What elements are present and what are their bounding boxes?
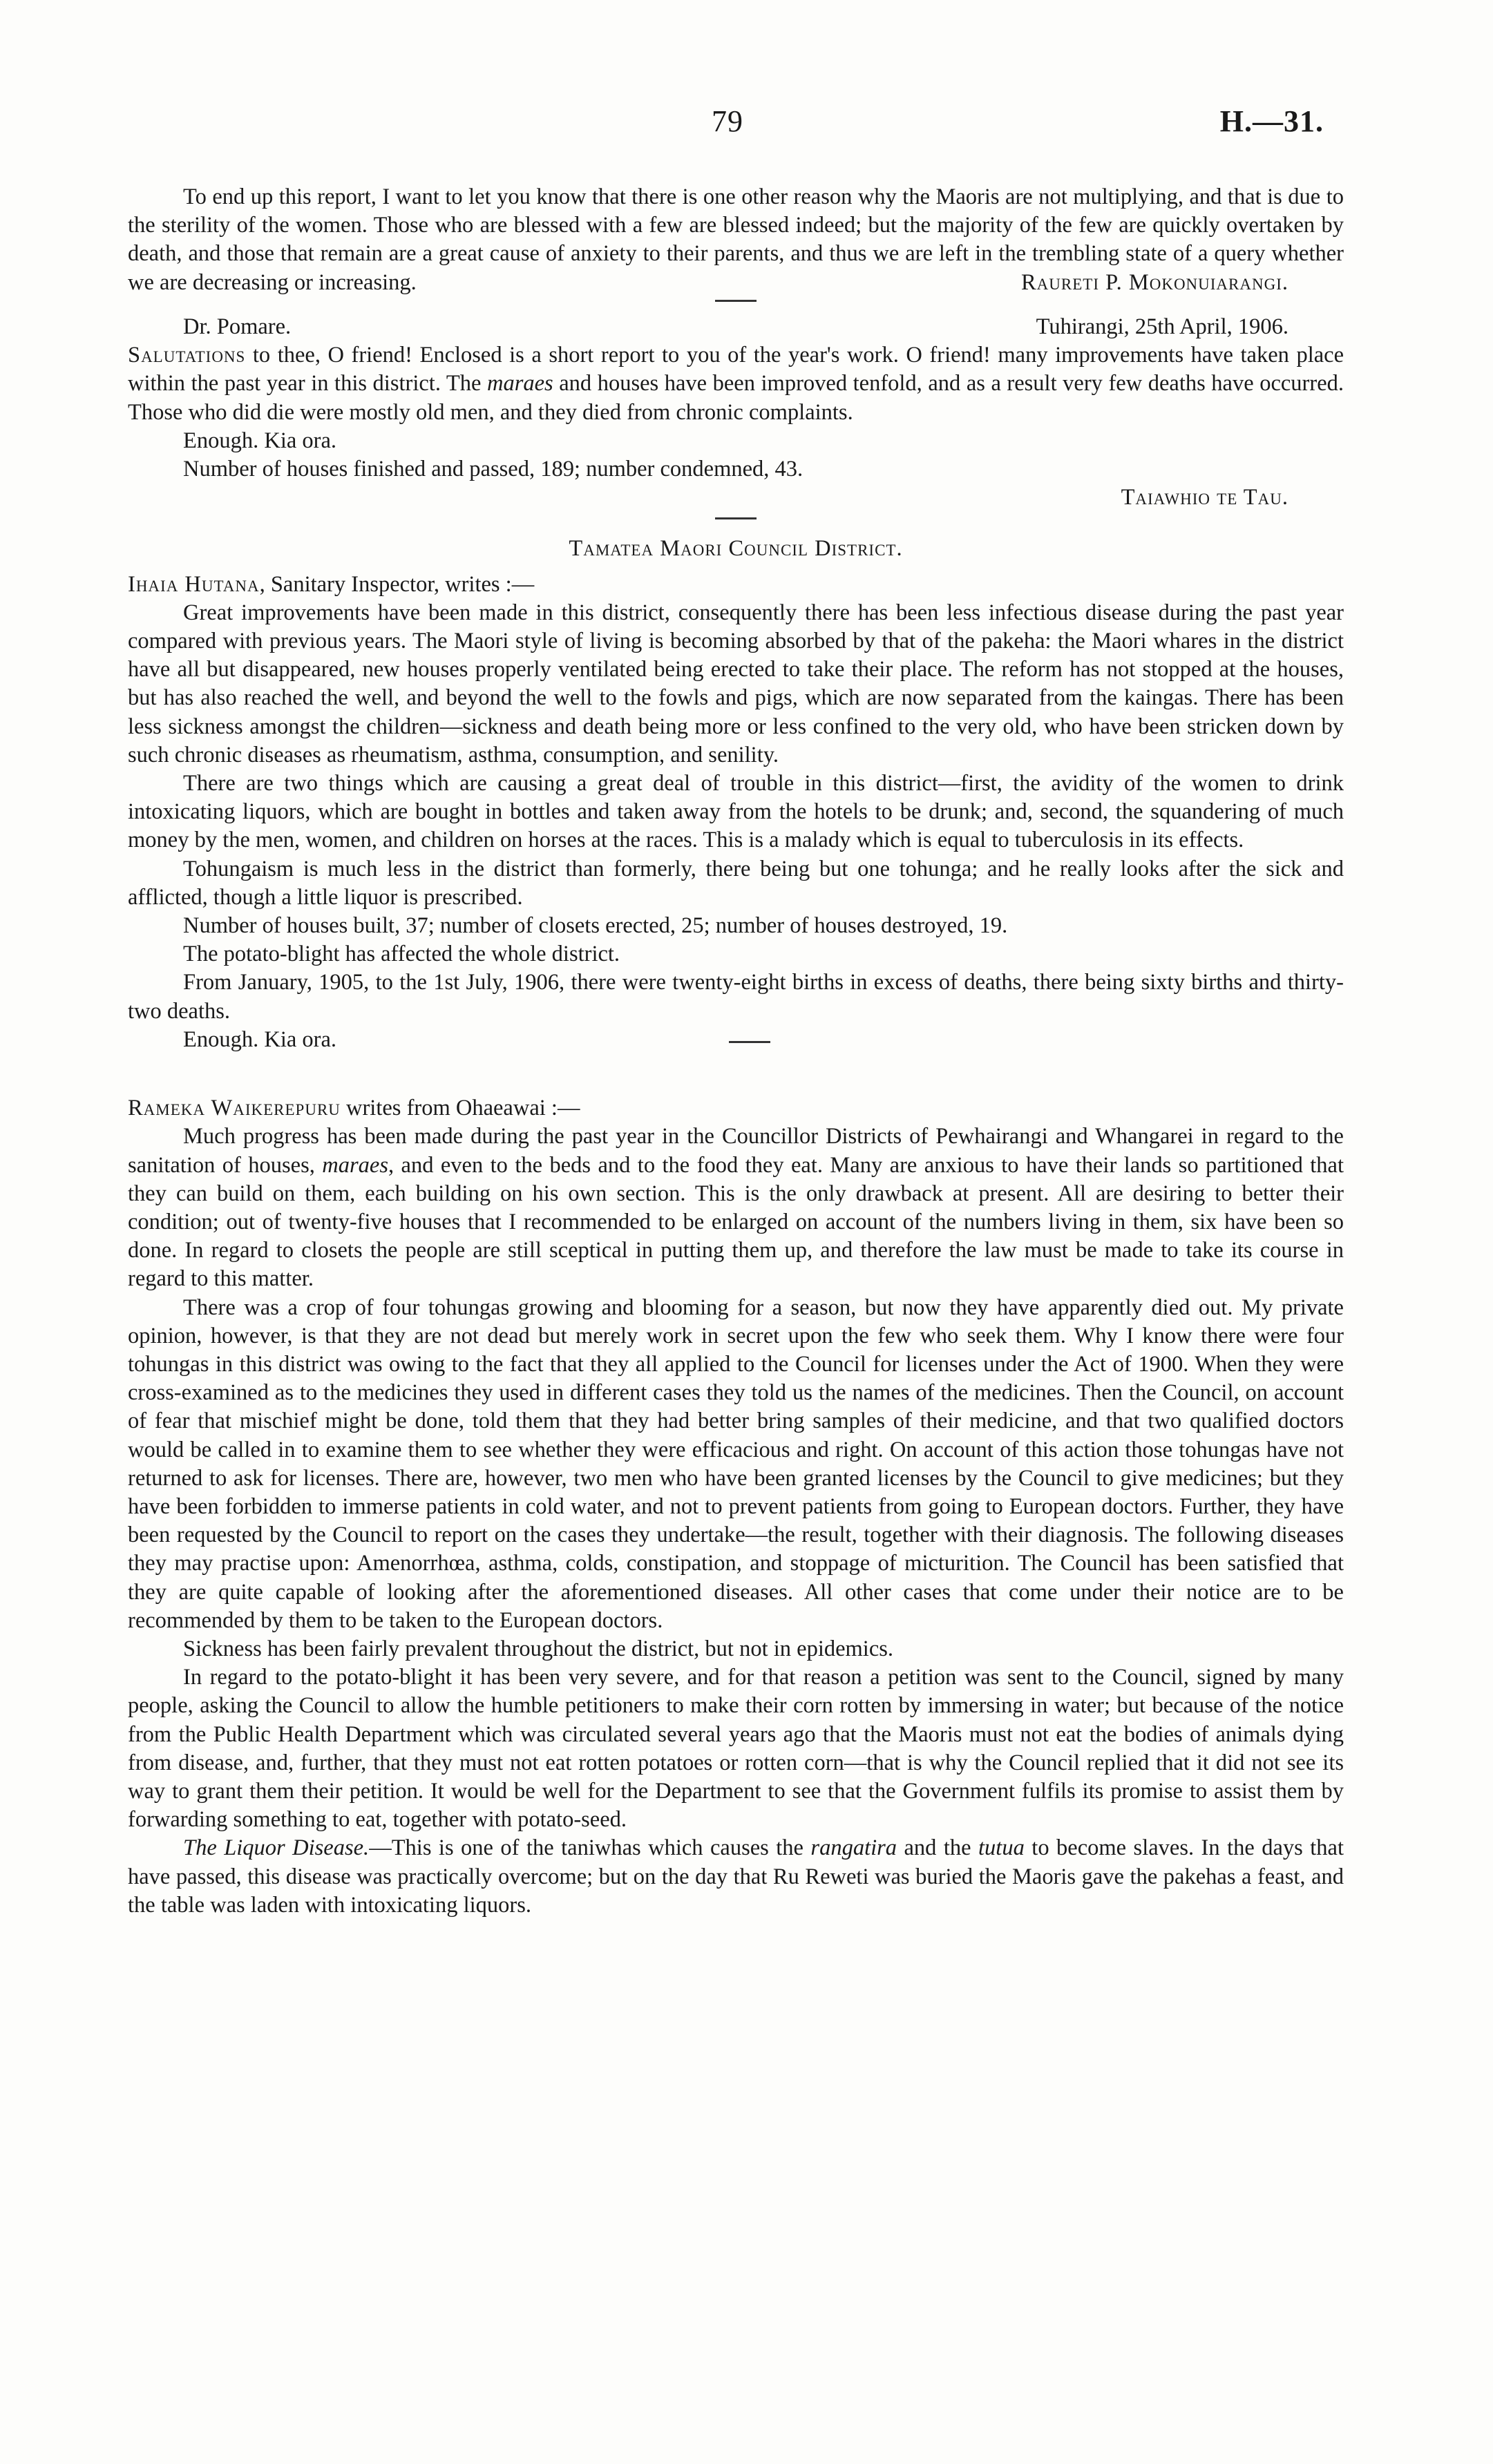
tamatea-paragraph: Number of houses built, 37; number of closets erected, 25; number of houses destroyed, 19. bbox=[183, 913, 1008, 939]
report-signature: Raureti P. Mokonuiarangi. bbox=[1020, 269, 1288, 295]
section-divider bbox=[729, 1041, 770, 1043]
tamatea-closing: Enough. Kia ora. bbox=[183, 1026, 337, 1052]
letter-place-date: Tuhirangi, 25th April, 1906. bbox=[1036, 314, 1288, 340]
rameka-paragraph: Sickness has been fairly prevalent throughout the district, but not in epidemics. bbox=[183, 1636, 894, 1661]
rameka-paragraph: In regard to the potato-blight it has been very severe, and for that reason a petition was sent to the Council, signed by many people, asking the Council to allow the humble petitioners to make their corn rotten by immersing in water; but because of the notice from the Public Health Department which was circulated several years ago that the Maoris must not eat the bodies of animals dying from disease, and, further, that they must not eat rotten potatoes or rotten corn—that is why the Council replied that it did not see its way to grant them their petition. It would be well for the Department to see that the Government fulfils its promise to assist them by forwarding something to eat, together with potato-seed. bbox=[128, 1665, 1344, 1833]
liquor-disease-title: The Liquor Disease. bbox=[183, 1835, 370, 1861]
letter-opening-word: Salutations bbox=[128, 343, 246, 368]
letter-closing: Enough. Kia ora. bbox=[183, 428, 337, 453]
rameka-paragraph: Much progress has been made during the past year in the Councillor Districts of Pewhairangi and Whangarei in regard to the sanitation of houses, maraes, and even to the beds and to the food they eat. Many are anxious to have their lands so partitioned that they can build on them, each building on his own section. This is the only drawback at present. All are desiring to better their condition; out of twenty-five houses that I recommended to be enlarged on account of the numbers living in them, six have been so done. In regard to closets the people are still sceptical in putting them up, and therefore the law must be made to take its course in regard to this matter. bbox=[128, 1124, 1344, 1292]
tamatea-author: Ihaia Hutana bbox=[128, 571, 260, 597]
tamatea-paragraph: Tohungaism is much less in the district than formerly, there being but one tohunga; and he really looks after the sick and afflicted, though a little liquor is prescribed. bbox=[128, 856, 1344, 910]
rameka-author: Rameka Waikerepuru bbox=[128, 1096, 341, 1121]
section-heading: Tamatea Maori Council District. bbox=[569, 536, 903, 562]
rameka-paragraph: The Liquor Disease.—This is one of the taniwhas which causes the rangatira and the tutua to become slaves. In the days that have passed, this disease was practically overcome; but on the day that Ru Reweti was buried the Maoris gave the pakehas a feast, and the table was laden with intoxicating liquors. bbox=[128, 1835, 1344, 1918]
rameka-author-line: Rameka Waikerepuru writes from Ohaeawai :— bbox=[128, 1096, 580, 1121]
letter-signature: Taiawhio te Tau. bbox=[1121, 485, 1288, 510]
report-closing-paragraph: To end up this report, I want to let you know that there is one other reason why the Maoris are not multiplying, and that is due to the sterility of the women. Those who are blessed with a few are blessed indeed; but the majority of the few are quickly overtaken by death, and those that remain are a great cause of anxiety to their parents, and thus we are left in the trembling state of a query whether we are decreasing or increasing. bbox=[128, 184, 1344, 295]
letter-houses-count: Number of houses finished and passed, 189; number condemned, 43. bbox=[183, 457, 803, 482]
tamatea-paragraph: From January, 1905, to the 1st July, 1906, there were twenty-eight births in excess of deaths, there being sixty births and thirty-two deaths. bbox=[128, 970, 1344, 1024]
document-reference: H.—31. bbox=[1219, 104, 1324, 138]
tamatea-paragraph: The potato-blight has affected the whole district. bbox=[183, 942, 620, 967]
section-divider bbox=[715, 517, 757, 519]
letter-body: Salutations to thee, O friend! Enclosed is a short report to you of the year's work. O friend! many improvements have taken place within the past year in this district. The maraes and houses have been improved tenfold, and as a result very few deaths have occurred. Those who did die were mostly old men, and they died from chronic complaints. bbox=[128, 343, 1344, 425]
section-divider bbox=[715, 300, 757, 302]
document-body bbox=[128, 183, 1344, 1920]
tamatea-closing-row bbox=[128, 1026, 1344, 1054]
letter-header-row bbox=[128, 313, 1344, 341]
page-header bbox=[0, 104, 1493, 145]
tamatea-paragraph: There are two things which are causing a great deal of trouble in this district—first, the avidity of the women to drink intoxicating liquors, which are bought in bottles and taken away from the hotels to be drunk; and, second, the squandering of much money by the men, women, and children on horses at the races. This is a malady which is equal to tuberculosis in its effects. bbox=[128, 771, 1344, 853]
tamatea-paragraph: Great improvements have been made in this district, consequently there has been less infectious disease during the past year compared with previous years. The Maori style of living is becoming absorbed by that of the pakeha: the Maori whares in the district have all but disappeared, new houses properly ventilated being erected to take their place. The reform has not stopped at the houses, but has also reached the well, and beyond the well to the fowls and pigs, which are now separated from the kaingas. There has been less sickness amongst the children—sickness and death being more or less confined to the very old, who have been stricken down by such chronic diseases as rheumatism, asthma, consumption, and senility. bbox=[128, 600, 1344, 767]
rameka-paragraph: There was a crop of four tohungas growing and blooming for a season, but now they have apparently died out. My private opinion, however, is that they are not dead but merely work in secret upon the few who seek them. Why I know there were four tohungas in this district was owing to the fact that they all applied to the Council for licenses under the Act of 1900. When they were cross-examined as to the medicines they used in different cases they told us the names of the medicines. Then the Council, on account of fear that mischief might be done, told them that they had better bring samples of their medicine, and that two qualified doctors would be called in to examine them to see whether they were efficacious and right. On account of this action those tohungas have not returned to ask for licenses. There are, however, two men who have been granted licenses by the Council to give medicines; but they have been forbidden to immerse patients in cold water, and not to prevent patients from going to European doctors. Further, they have been requested by the Council to report on the cases they undertake—the result, together with their diagnosis. The following diseases they may practise upon: Amenorrhœa, asthma, colds, constipation, and stoppage of micturition. The Council has been satisfied that they are quite capable of looking after the aforementioned diseases. All other cases that come under their notice are to be recommended by them to be taken to the European doctors. bbox=[128, 1295, 1344, 1633]
letter-recipient: Dr. Pomare. bbox=[183, 314, 292, 340]
tamatea-author-line: Ihaia Hutana, Sanitary Inspector, writes :— bbox=[128, 571, 535, 597]
page-number: 79 bbox=[712, 104, 743, 138]
